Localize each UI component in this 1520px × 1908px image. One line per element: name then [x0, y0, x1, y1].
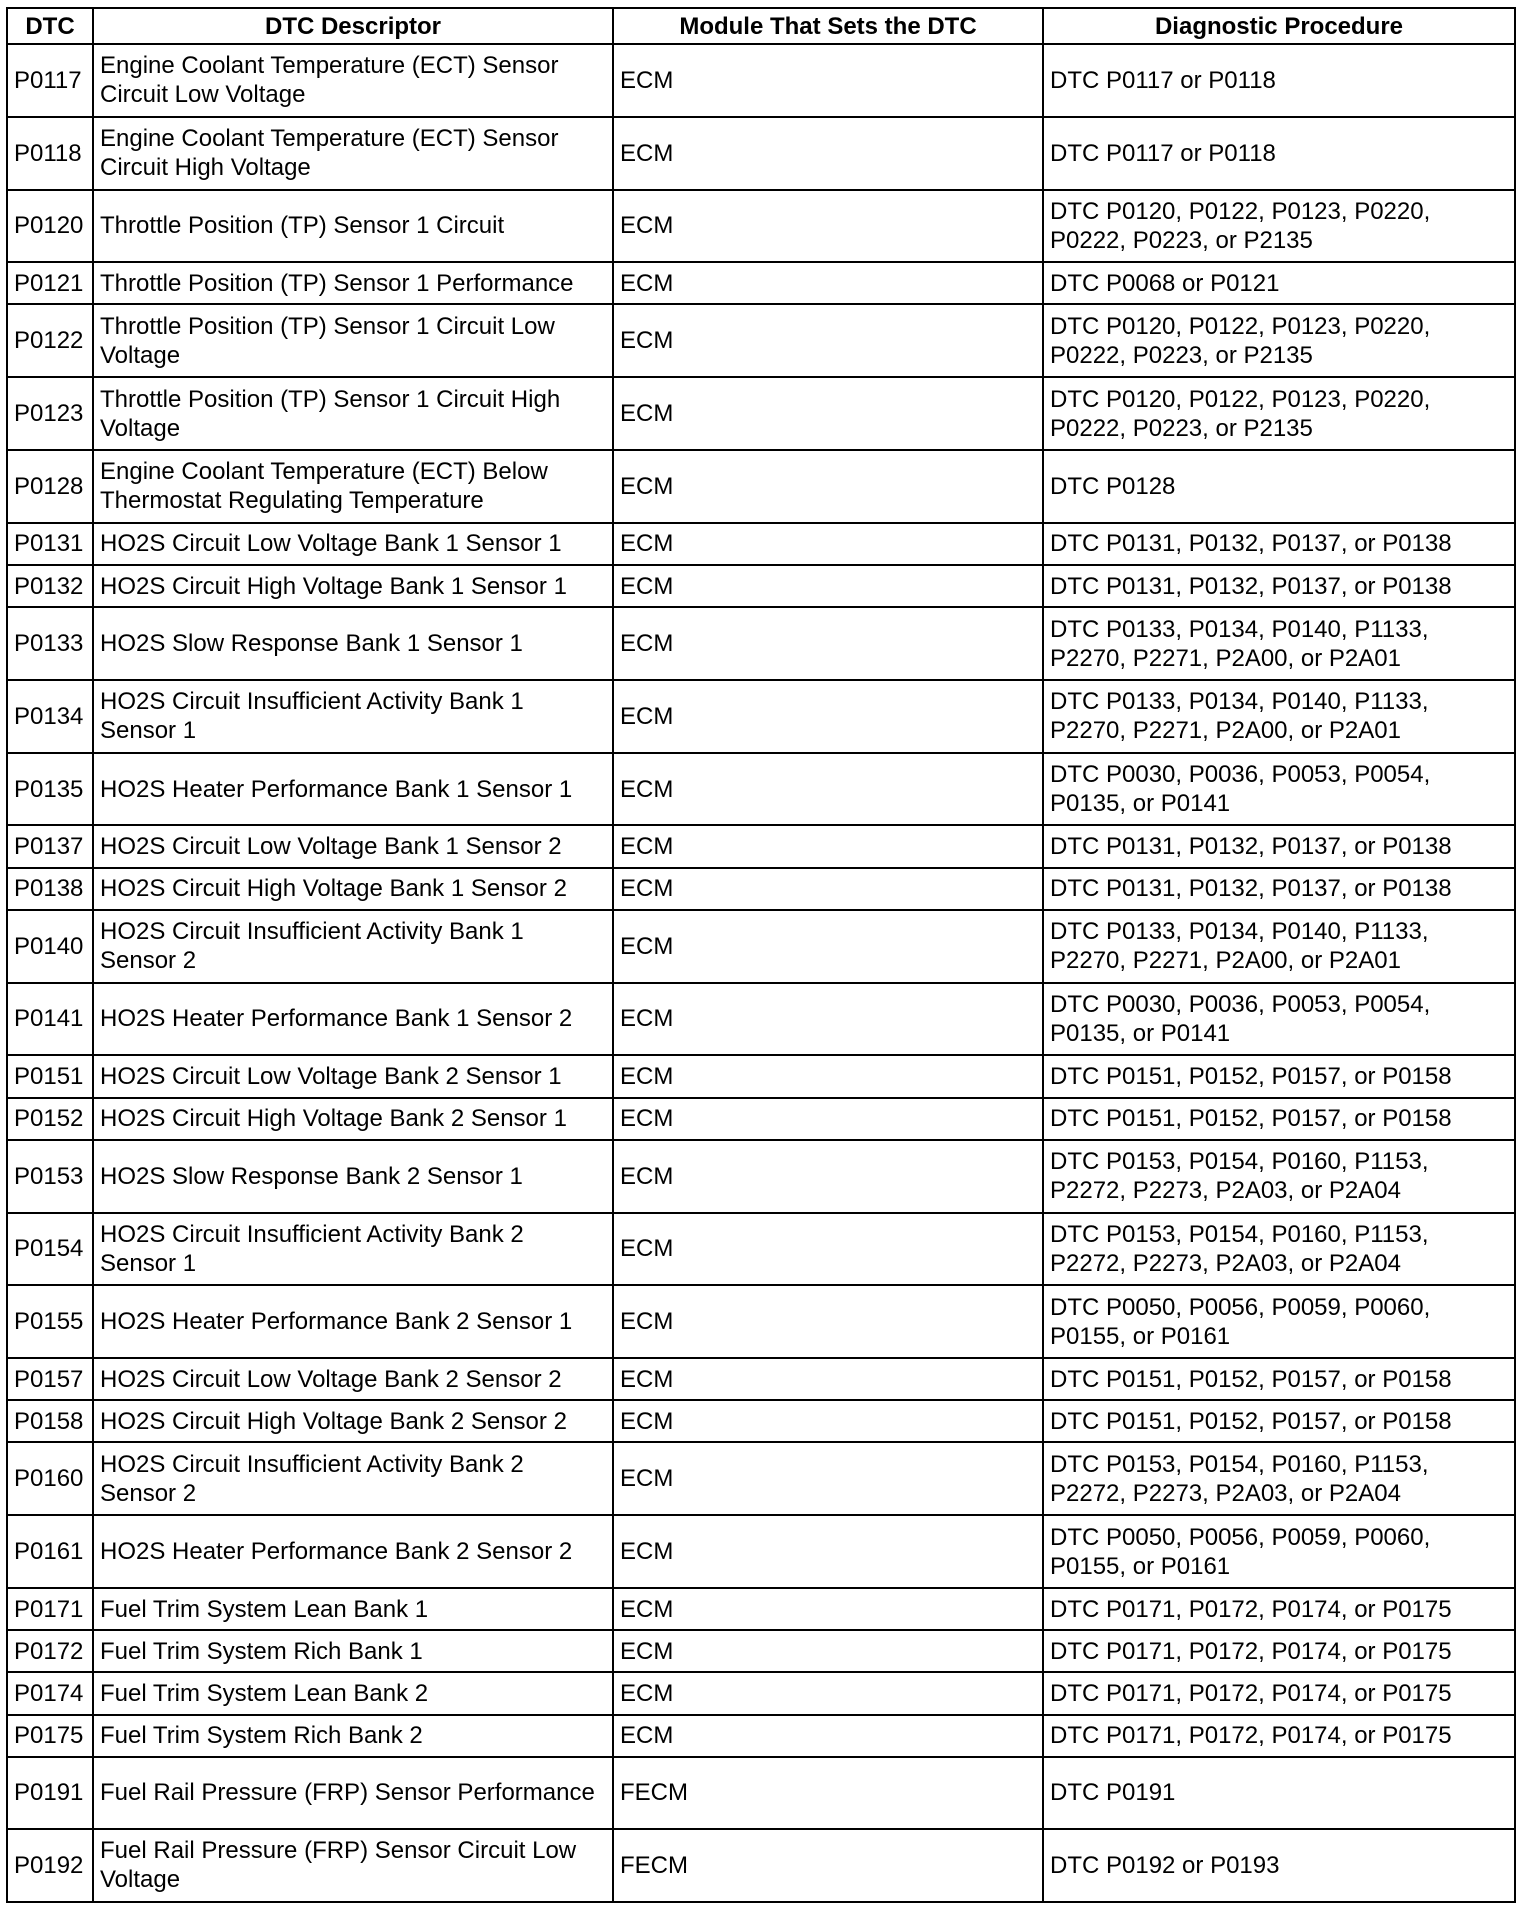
dtc-descriptor-cell: Engine Coolant Temperature (ECT) Sensor Circuit Low Voltage: [93, 44, 613, 117]
table-header-row: [7, 8, 1515, 44]
procedure-cell: DTC P0050, P0056, P0059, P0060, P0155, or P0161: [1043, 1515, 1515, 1588]
table-row: [7, 1098, 1515, 1140]
table-row: [7, 825, 1515, 867]
module-cell: ECM: [613, 1055, 1043, 1097]
dtc-descriptor-cell: Fuel Trim System Rich Bank 2: [93, 1715, 613, 1757]
module-cell: ECM: [613, 868, 1043, 910]
dtc-descriptor-cell: HO2S Heater Performance Bank 2 Sensor 2: [93, 1515, 613, 1588]
module-cell: ECM: [613, 983, 1043, 1056]
module-cell: ECM: [613, 262, 1043, 304]
procedure-cell: DTC P0068 or P0121: [1043, 262, 1515, 304]
dtc-descriptor-cell: Fuel Rail Pressure (FRP) Sensor Circuit Low Voltage: [93, 1829, 613, 1902]
module-cell: ECM: [613, 825, 1043, 867]
dtc-code-cell: P0133: [7, 607, 93, 680]
procedure-cell: DTC P0131, P0132, P0137, or P0138: [1043, 868, 1515, 910]
dtc-code-cell: P0154: [7, 1213, 93, 1286]
procedure-cell: DTC P0117 or P0118: [1043, 117, 1515, 190]
dtc-code-cell: P0137: [7, 825, 93, 867]
module-cell: ECM: [613, 1630, 1043, 1672]
dtc-code-cell: P0135: [7, 753, 93, 826]
procedure-cell: DTC P0151, P0152, P0157, or P0158: [1043, 1098, 1515, 1140]
module-cell: FECM: [613, 1757, 1043, 1829]
procedure-cell: DTC P0191: [1043, 1757, 1515, 1829]
procedure-cell: DTC P0153, P0154, P0160, P1153, P2272, P2273, P2A03, or P2A04: [1043, 1213, 1515, 1286]
dtc-descriptor-cell: Throttle Position (TP) Sensor 1 Performance: [93, 262, 613, 304]
dtc-code-cell: P0121: [7, 262, 93, 304]
module-cell: ECM: [613, 1285, 1043, 1358]
table-row: [7, 565, 1515, 607]
table-row: [7, 1055, 1515, 1097]
procedure-cell: DTC P0192 or P0193: [1043, 1829, 1515, 1902]
dtc-descriptor-cell: HO2S Circuit High Voltage Bank 2 Sensor 2: [93, 1400, 613, 1442]
module-cell: ECM: [613, 753, 1043, 826]
procedure-cell: DTC P0171, P0172, P0174, or P0175: [1043, 1630, 1515, 1672]
module-cell: ECM: [613, 1140, 1043, 1213]
dtc-code-cell: P0175: [7, 1715, 93, 1757]
procedure-cell: DTC P0131, P0132, P0137, or P0138: [1043, 565, 1515, 607]
module-cell: ECM: [613, 44, 1043, 117]
dtc-code-cell: P0117: [7, 44, 93, 117]
table-row: [7, 607, 1515, 680]
table-row: [7, 1757, 1515, 1829]
dtc-code-cell: P0141: [7, 983, 93, 1056]
procedure-cell: DTC P0171, P0172, P0174, or P0175: [1043, 1672, 1515, 1714]
table-row: [7, 1400, 1515, 1442]
table-row: [7, 1630, 1515, 1672]
table-row: [7, 523, 1515, 565]
table-row: [7, 1829, 1515, 1902]
procedure-cell: DTC P0133, P0134, P0140, P1133, P2270, P2271, P2A00, or P2A01: [1043, 680, 1515, 753]
procedure-cell: DTC P0133, P0134, P0140, P1133, P2270, P2271, P2A00, or P2A01: [1043, 607, 1515, 680]
dtc-table: [6, 7, 1516, 1903]
dtc-descriptor-cell: HO2S Circuit Low Voltage Bank 2 Sensor 1: [93, 1055, 613, 1097]
module-cell: ECM: [613, 1400, 1043, 1442]
module-cell: ECM: [613, 607, 1043, 680]
dtc-descriptor-cell: Throttle Position (TP) Sensor 1 Circuit: [93, 190, 613, 263]
dtc-code-cell: P0132: [7, 565, 93, 607]
dtc-descriptor-cell: Throttle Position (TP) Sensor 1 Circuit Low Voltage: [93, 304, 613, 377]
dtc-code-cell: P0140: [7, 910, 93, 983]
header-module: Module That Sets the DTC: [613, 8, 1043, 44]
table-row: [7, 117, 1515, 190]
table-row: [7, 1442, 1515, 1515]
table-row: [7, 1588, 1515, 1630]
procedure-cell: DTC P0131, P0132, P0137, or P0138: [1043, 825, 1515, 867]
dtc-table-page: [6, 7, 1514, 1903]
dtc-code-cell: P0128: [7, 450, 93, 523]
table-row: [7, 753, 1515, 826]
module-cell: ECM: [613, 117, 1043, 190]
procedure-cell: DTC P0153, P0154, P0160, P1153, P2272, P2273, P2A03, or P2A04: [1043, 1140, 1515, 1213]
procedure-cell: DTC P0120, P0122, P0123, P0220, P0222, P0223, or P2135: [1043, 190, 1515, 263]
table-row: [7, 304, 1515, 377]
dtc-descriptor-cell: HO2S Circuit Insufficient Activity Bank 1 Sensor 2: [93, 910, 613, 983]
dtc-code-cell: P0120: [7, 190, 93, 263]
procedure-cell: DTC P0151, P0152, P0157, or P0158: [1043, 1358, 1515, 1400]
module-cell: ECM: [613, 1672, 1043, 1714]
dtc-descriptor-cell: Engine Coolant Temperature (ECT) Sensor Circuit High Voltage: [93, 117, 613, 190]
module-cell: ECM: [613, 1442, 1043, 1515]
procedure-cell: DTC P0131, P0132, P0137, or P0138: [1043, 523, 1515, 565]
dtc-code-cell: P0151: [7, 1055, 93, 1097]
dtc-descriptor-cell: Throttle Position (TP) Sensor 1 Circuit High Voltage: [93, 377, 613, 450]
procedure-cell: DTC P0153, P0154, P0160, P1153, P2272, P2273, P2A03, or P2A04: [1043, 1442, 1515, 1515]
dtc-code-cell: P0138: [7, 868, 93, 910]
dtc-code-cell: P0172: [7, 1630, 93, 1672]
procedure-cell: DTC P0050, P0056, P0059, P0060, P0155, or P0161: [1043, 1285, 1515, 1358]
procedure-cell: DTC P0171, P0172, P0174, or P0175: [1043, 1715, 1515, 1757]
dtc-descriptor-cell: HO2S Slow Response Bank 2 Sensor 1: [93, 1140, 613, 1213]
dtc-descriptor-cell: Fuel Rail Pressure (FRP) Sensor Performance: [93, 1757, 613, 1829]
dtc-descriptor-cell: HO2S Heater Performance Bank 1 Sensor 1: [93, 753, 613, 826]
dtc-code-cell: P0153: [7, 1140, 93, 1213]
dtc-descriptor-cell: Fuel Trim System Rich Bank 1: [93, 1630, 613, 1672]
dtc-descriptor-cell: Engine Coolant Temperature (ECT) Below Thermostat Regulating Temperature: [93, 450, 613, 523]
module-cell: ECM: [613, 190, 1043, 263]
dtc-descriptor-cell: HO2S Circuit High Voltage Bank 1 Sensor 2: [93, 868, 613, 910]
dtc-descriptor-cell: HO2S Circuit Insufficient Activity Bank 2 Sensor 1: [93, 1213, 613, 1286]
procedure-cell: DTC P0151, P0152, P0157, or P0158: [1043, 1400, 1515, 1442]
dtc-descriptor-cell: HO2S Circuit Low Voltage Bank 1 Sensor 2: [93, 825, 613, 867]
table-row: [7, 190, 1515, 263]
table-row: [7, 44, 1515, 117]
procedure-cell: DTC P0133, P0134, P0140, P1133, P2270, P2271, P2A00, or P2A01: [1043, 910, 1515, 983]
dtc-descriptor-cell: HO2S Circuit High Voltage Bank 1 Sensor 1: [93, 565, 613, 607]
table-row: [7, 1285, 1515, 1358]
table-row: [7, 1358, 1515, 1400]
dtc-code-cell: P0158: [7, 1400, 93, 1442]
dtc-code-cell: P0122: [7, 304, 93, 377]
table-row: [7, 868, 1515, 910]
dtc-descriptor-cell: Fuel Trim System Lean Bank 1: [93, 1588, 613, 1630]
header-diagnostic-procedure: Diagnostic Procedure: [1043, 8, 1515, 44]
procedure-cell: DTC P0120, P0122, P0123, P0220, P0222, P0223, or P2135: [1043, 377, 1515, 450]
module-cell: ECM: [613, 1515, 1043, 1588]
module-cell: ECM: [613, 1098, 1043, 1140]
dtc-descriptor-cell: HO2S Slow Response Bank 1 Sensor 1: [93, 607, 613, 680]
module-cell: ECM: [613, 680, 1043, 753]
dtc-code-cell: P0192: [7, 1829, 93, 1902]
table-row: [7, 1515, 1515, 1588]
module-cell: ECM: [613, 1715, 1043, 1757]
dtc-descriptor-cell: Fuel Trim System Lean Bank 2: [93, 1672, 613, 1714]
dtc-code-cell: P0131: [7, 523, 93, 565]
dtc-descriptor-cell: HO2S Circuit Low Voltage Bank 1 Sensor 1: [93, 523, 613, 565]
procedure-cell: DTC P0120, P0122, P0123, P0220, P0222, P0223, or P2135: [1043, 304, 1515, 377]
dtc-code-cell: P0157: [7, 1358, 93, 1400]
module-cell: ECM: [613, 304, 1043, 377]
dtc-code-cell: P0155: [7, 1285, 93, 1358]
module-cell: ECM: [613, 910, 1043, 983]
table-row: [7, 1140, 1515, 1213]
dtc-code-cell: P0152: [7, 1098, 93, 1140]
module-cell: ECM: [613, 450, 1043, 523]
dtc-code-cell: P0160: [7, 1442, 93, 1515]
table-row: [7, 983, 1515, 1056]
table-row: [7, 1213, 1515, 1286]
dtc-code-cell: P0118: [7, 117, 93, 190]
header-dtc: DTC: [7, 8, 93, 44]
dtc-descriptor-cell: HO2S Circuit Low Voltage Bank 2 Sensor 2: [93, 1358, 613, 1400]
dtc-code-cell: P0161: [7, 1515, 93, 1588]
procedure-cell: DTC P0030, P0036, P0053, P0054, P0135, or P0141: [1043, 753, 1515, 826]
procedure-cell: DTC P0151, P0152, P0157, or P0158: [1043, 1055, 1515, 1097]
dtc-descriptor-cell: HO2S Heater Performance Bank 1 Sensor 2: [93, 983, 613, 1056]
dtc-descriptor-cell: HO2S Circuit Insufficient Activity Bank 2 Sensor 2: [93, 1442, 613, 1515]
table-row: [7, 450, 1515, 523]
module-cell: ECM: [613, 1588, 1043, 1630]
procedure-cell: DTC P0030, P0036, P0053, P0054, P0135, or P0141: [1043, 983, 1515, 1056]
module-cell: ECM: [613, 565, 1043, 607]
dtc-code-cell: P0171: [7, 1588, 93, 1630]
dtc-code-cell: P0134: [7, 680, 93, 753]
table-row: [7, 1715, 1515, 1757]
table-row: [7, 680, 1515, 753]
table-row: [7, 377, 1515, 450]
module-cell: ECM: [613, 377, 1043, 450]
procedure-cell: DTC P0128: [1043, 450, 1515, 523]
table-row: [7, 262, 1515, 304]
procedure-cell: DTC P0117 or P0118: [1043, 44, 1515, 117]
dtc-descriptor-cell: HO2S Circuit High Voltage Bank 2 Sensor 1: [93, 1098, 613, 1140]
module-cell: ECM: [613, 1358, 1043, 1400]
dtc-descriptor-cell: HO2S Circuit Insufficient Activity Bank 1 Sensor 1: [93, 680, 613, 753]
dtc-code-cell: P0174: [7, 1672, 93, 1714]
module-cell: FECM: [613, 1829, 1043, 1902]
dtc-descriptor-cell: HO2S Heater Performance Bank 2 Sensor 1: [93, 1285, 613, 1358]
module-cell: ECM: [613, 523, 1043, 565]
dtc-code-cell: P0191: [7, 1757, 93, 1829]
table-body: [7, 44, 1515, 1902]
table-row: [7, 1672, 1515, 1714]
module-cell: ECM: [613, 1213, 1043, 1286]
dtc-code-cell: P0123: [7, 377, 93, 450]
header-dtc-descriptor: DTC Descriptor: [93, 8, 613, 44]
procedure-cell: DTC P0171, P0172, P0174, or P0175: [1043, 1588, 1515, 1630]
table-row: [7, 910, 1515, 983]
